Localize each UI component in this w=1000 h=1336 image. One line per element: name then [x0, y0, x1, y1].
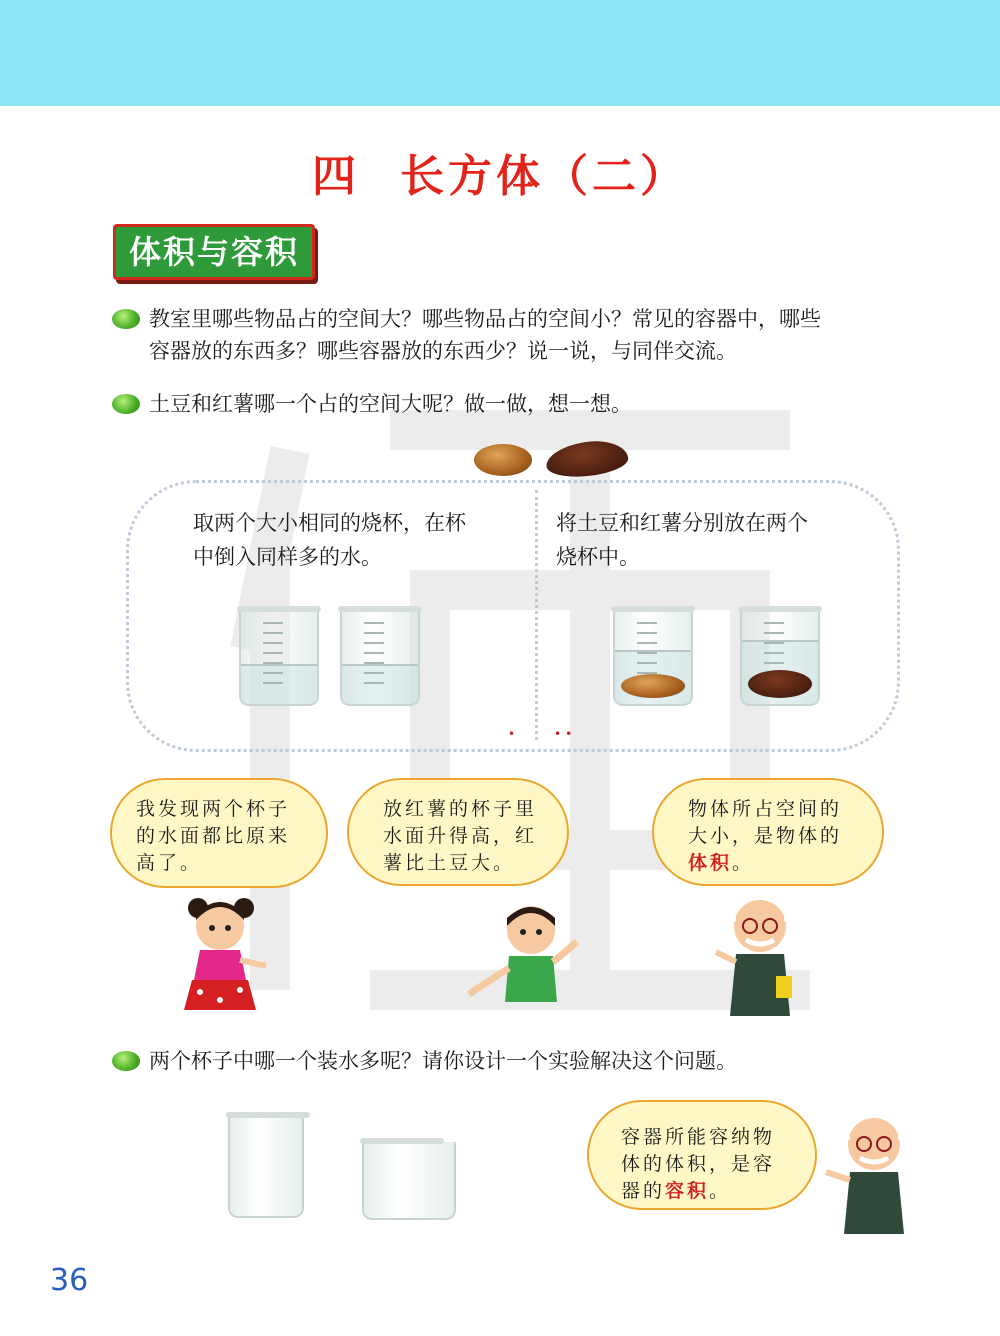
section-tag: 体积与容积: [113, 224, 315, 280]
step-2-line-1: 将土豆和红薯分别放在两个: [556, 511, 808, 535]
chapter-name: 长方体（二）: [400, 151, 688, 202]
tall-cup-icon: [228, 1116, 304, 1218]
question-3: [112, 1045, 862, 1079]
chapter-number: 四: [312, 151, 360, 202]
question-2-text: 土豆和红薯哪一个占的空间大呢？做一做，想一想。: [149, 392, 632, 416]
step-1-text: [193, 506, 523, 574]
bubble-line: 的水面都比原来: [136, 825, 291, 847]
question-1: [112, 303, 912, 373]
sweet-potato-icon: [748, 670, 812, 698]
step-2-text: [556, 506, 866, 574]
potato-icon: [474, 444, 532, 476]
decor-dot: •: [508, 727, 520, 741]
decor-dots: ••: [554, 727, 577, 741]
speech-bubble-boy: [347, 778, 569, 886]
speech-bubble-professor: [652, 778, 884, 886]
potato-icon: [621, 674, 685, 698]
beaker-with-yam-icon: [740, 610, 820, 706]
bubble-line: 容器所能容纳物: [621, 1126, 776, 1148]
panel-divider: [535, 490, 538, 740]
bubble-line: 器的容积。: [621, 1180, 732, 1202]
bubble-line: 我发现两个杯子: [136, 798, 291, 820]
beaker-scale: [263, 622, 283, 692]
bubble-line: 放红薯的杯子里: [383, 798, 538, 820]
bubble-line: 高了。: [136, 852, 203, 874]
potato-and-yam-illustration: [470, 440, 640, 480]
bubble-line: 体的体积，是容: [621, 1153, 776, 1175]
question-1-line-2: 容器放的东西多？哪些容器放的东西少？说一说，与同伴交流。: [149, 339, 737, 363]
boy-character-icon: [463, 898, 588, 1018]
green-bullet-icon: [112, 309, 140, 329]
professor-character-icon: [820, 1110, 920, 1240]
term-volume: 体积: [688, 852, 733, 874]
beaker-icon: [239, 610, 319, 706]
speech-bubble-professor-2: [587, 1100, 817, 1210]
beaker-scale: [364, 622, 384, 692]
bubble-line: 体积。: [688, 852, 755, 874]
beaker-icon: [340, 610, 420, 706]
question-2: [112, 388, 812, 422]
bubble-line: 物体所占空间的: [688, 798, 843, 820]
sweet-potato-icon: [544, 438, 629, 480]
step-1-line-1: 取两个大小相同的烧杯，在杯: [193, 511, 466, 535]
girl-character-icon: [170, 890, 270, 1020]
page-number: 36: [50, 1263, 89, 1298]
beaker-with-potato-icon: [613, 610, 693, 706]
speech-bubble-girl: [110, 778, 328, 888]
professor-character-icon: [710, 892, 805, 1027]
question-3-text: 两个杯子中哪一个装水多呢？请你设计一个实验解决这个问题。: [149, 1049, 737, 1073]
green-bullet-icon: [112, 394, 140, 414]
bubble-line: 薯比土豆大。: [383, 852, 516, 874]
chapter-title: [0, 140, 1000, 204]
bubble-line: 水面升得高，红: [383, 825, 538, 847]
step-2-line-2: 烧杯中。: [556, 545, 640, 569]
top-color-band: [0, 0, 1000, 106]
term-capacity: 容积: [665, 1180, 710, 1202]
green-bullet-icon: [112, 1051, 140, 1071]
wide-cup-icon: [362, 1142, 456, 1220]
step-1-line-2: 中倒入同样多的水。: [193, 545, 382, 569]
bubble-line: 大小，是物体的: [688, 825, 843, 847]
question-1-line-1: 教室里哪些物品占的空间大？哪些物品占的空间小？常见的容器中，哪些: [149, 307, 821, 331]
